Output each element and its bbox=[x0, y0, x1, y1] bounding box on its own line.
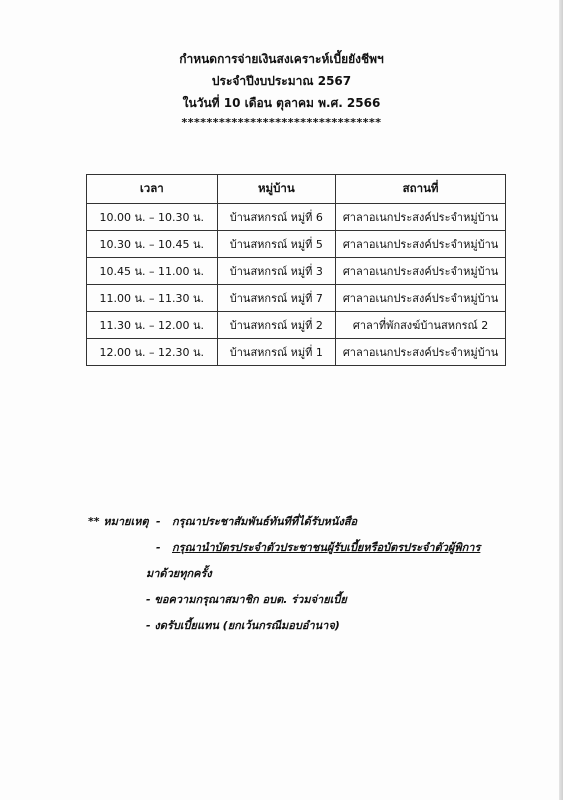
cell-location: ศาลาอเนกประสงค์ประจำหมู่บ้าน bbox=[336, 231, 506, 258]
document-title: กำหนดการจ่ายเงินสงเคราะห์เบี้ยยังชีพฯ bbox=[179, 52, 384, 66]
star-separator: ******************************** bbox=[181, 116, 382, 129]
note-text: มาด้วยทุกครั้ง bbox=[146, 567, 212, 580]
cell-village: บ้านสหกรณ์ หมู่ที่ 7 bbox=[217, 285, 336, 312]
cell-location: ศาลาอเนกประสงค์ประจำหมู่บ้าน bbox=[336, 285, 506, 312]
table-row bbox=[87, 312, 506, 339]
cell-village: บ้านสหกรณ์ หมู่ที่ 5 bbox=[217, 231, 336, 258]
cell-time: 10.45 น. – 11.00 น. bbox=[87, 258, 218, 285]
cell-time: 10.00 น. – 10.30 น. bbox=[87, 204, 218, 231]
cell-location: ศาลาที่พักสงฆ์บ้านสหกรณ์ 2 bbox=[336, 312, 506, 339]
cell-time: 10.30 น. – 10.45 น. bbox=[87, 231, 218, 258]
table-row bbox=[87, 285, 506, 312]
table-row bbox=[87, 339, 506, 366]
note-text: - งดรับเบี้ยแทน (ยกเว้นกรณีมอบอำนาจ) bbox=[146, 619, 340, 632]
note-item bbox=[88, 538, 528, 564]
header-location: สถานที่ bbox=[336, 175, 506, 204]
table-row bbox=[87, 231, 506, 258]
fiscal-year: ประจำปีงบประมาณ 2567 bbox=[211, 74, 352, 88]
document-header bbox=[0, 48, 563, 130]
note-text: - ขอความกรุณาสมาชิก อบต. ร่วมจ่ายเบี้ย bbox=[146, 593, 347, 606]
cell-location: ศาลาอเนกประสงค์ประจำหมู่บ้าน bbox=[336, 204, 506, 231]
note-item bbox=[88, 616, 528, 642]
cell-time: 11.30 น. – 12.00 น. bbox=[87, 312, 218, 339]
document-date: ในวันที่ 10 เดือน ตุลาคม พ.ศ. 2566 bbox=[182, 96, 381, 110]
note-text: กรุณาประชาสัมพันธ์ทันทีที่ได้รับหนังสือ bbox=[172, 515, 358, 528]
header-time: เวลา bbox=[87, 175, 218, 204]
note-text: กรุณานำบัตรประจำตัวประชาชนผู้รับเบี้ยหรือบัตรประจำตัวผู้พิการ bbox=[172, 541, 481, 554]
table-row bbox=[87, 204, 506, 231]
cell-village: บ้านสหกรณ์ หมู่ที่ 3 bbox=[217, 258, 336, 285]
table-row bbox=[87, 258, 506, 285]
schedule-table bbox=[86, 174, 506, 366]
note-dash: - bbox=[156, 515, 161, 528]
header-village: หมู่บ้าน bbox=[217, 175, 336, 204]
note-dash: - bbox=[156, 541, 161, 554]
table-header-row bbox=[87, 175, 506, 204]
cell-time: 12.00 น. – 12.30 น. bbox=[87, 339, 218, 366]
cell-location: ศาลาอเนกประสงค์ประจำหมู่บ้าน bbox=[336, 339, 506, 366]
cell-village: บ้านสหกรณ์ หมู่ที่ 2 bbox=[217, 312, 336, 339]
cell-time: 11.00 น. – 11.30 น. bbox=[87, 285, 218, 312]
cell-location: ศาลาอเนกประสงค์ประจำหมู่บ้าน bbox=[336, 258, 506, 285]
cell-village: บ้านสหกรณ์ หมู่ที่ 1 bbox=[217, 339, 336, 366]
note-item bbox=[88, 590, 528, 616]
note-item bbox=[88, 512, 528, 538]
notes-label: ** หมายเหตุ bbox=[88, 515, 149, 528]
notes-section bbox=[88, 512, 528, 642]
cell-village: บ้านสหกรณ์ หมู่ที่ 6 bbox=[217, 204, 336, 231]
note-item bbox=[88, 564, 528, 590]
